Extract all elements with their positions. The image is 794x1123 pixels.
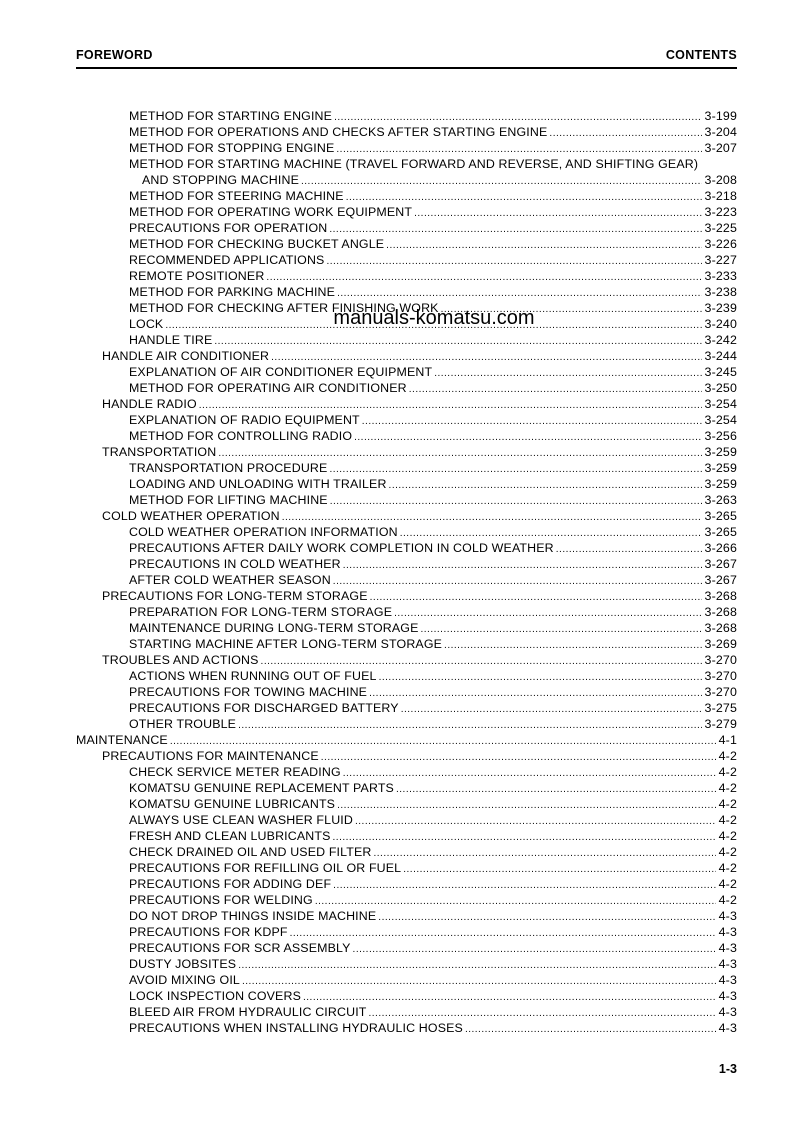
toc-entry-title: PRECAUTIONS FOR TOWING MACHINE: [129, 685, 368, 699]
toc-entry[interactable]: [76, 364, 737, 380]
toc-entry-title: OTHER TROUBLE: [129, 717, 237, 731]
toc-entry-page: 3-259: [704, 445, 737, 459]
toc-entry-page: 3-208: [704, 173, 737, 187]
toc-entry[interactable]: [76, 380, 737, 396]
toc-entry[interactable]: [76, 460, 737, 476]
toc-entry[interactable]: [76, 620, 737, 636]
toc-entry[interactable]: [76, 428, 737, 444]
toc-entry-page: 3-269: [704, 637, 737, 651]
toc-entry[interactable]: [76, 732, 737, 748]
toc-entry[interactable]: [76, 556, 737, 572]
toc-entry-title: PRECAUTIONS FOR KDPF: [129, 925, 288, 939]
toc-entry-page: 4-2: [718, 781, 737, 795]
toc-entry-title: FRESH AND CLEAN LUBRICANTS: [129, 829, 331, 843]
toc-entry[interactable]: [76, 668, 737, 684]
toc-entry[interactable]: [76, 828, 737, 844]
toc-entry-page: 4-3: [718, 925, 737, 939]
toc-entry-page: 3-199: [704, 109, 737, 123]
toc-entry[interactable]: [76, 252, 737, 268]
toc-entry-page: 3-244: [704, 349, 737, 363]
toc-entry-title: METHOD FOR STARTING MACHINE (TRAVEL FORWARD AND REVERSE, AND SHIFTING GEAR): [129, 157, 699, 171]
toc-entry[interactable]: [76, 812, 737, 828]
toc-entry-page: 4-2: [718, 861, 737, 875]
toc-entry-title: MAINTENANCE: [76, 733, 168, 747]
toc-entry-title: PRECAUTIONS FOR MAINTENANCE: [102, 749, 319, 763]
toc-entry-page: 4-2: [718, 877, 737, 891]
toc-entry-page: 3-268: [704, 589, 737, 603]
toc-entry[interactable]: [76, 988, 737, 1004]
toc-entry-title: RECOMMENDED APPLICATIONS: [129, 253, 325, 267]
toc-entry-page: 3-242: [704, 333, 737, 347]
toc-entry-title: METHOD FOR STEERING MACHINE: [129, 189, 344, 203]
toc-entry-title: AND STOPPING MACHINE: [142, 173, 299, 187]
toc-entry-title: REMOTE POSITIONER: [129, 269, 265, 283]
toc-entry[interactable]: [76, 716, 737, 732]
toc-entry-title: PRECAUTIONS FOR DISCHARGED BATTERY: [129, 701, 399, 715]
toc-entry-title: EXPLANATION OF RADIO EQUIPMENT: [129, 413, 360, 427]
toc-entry-page: 3-254: [704, 397, 737, 411]
toc-entry[interactable]: [76, 396, 737, 412]
toc-entry-title: STARTING MACHINE AFTER LONG-TERM STORAGE: [129, 637, 443, 651]
toc-entry[interactable]: [76, 140, 737, 156]
toc-entry-title: TRANSPORTATION PROCEDURE: [129, 461, 328, 475]
toc-entry-title: METHOD FOR OPERATING WORK EQUIPMENT: [129, 205, 413, 219]
toc-entry[interactable]: [76, 108, 737, 124]
toc-entry-title: METHOD FOR STARTING ENGINE: [129, 109, 333, 123]
toc-entry[interactable]: [76, 188, 737, 204]
toc-entry[interactable]: [76, 476, 737, 492]
toc-entry-page: 4-2: [718, 797, 737, 811]
toc-entry[interactable]: [76, 844, 737, 860]
toc-entry[interactable]: [76, 940, 737, 956]
toc-entry[interactable]: [76, 412, 737, 428]
toc-entry-page: 4-3: [718, 909, 737, 923]
toc-entry[interactable]: [76, 444, 737, 460]
toc-entry-title: ALWAYS USE CLEAN WASHER FLUID: [129, 813, 353, 827]
toc-entry-page: 4-3: [718, 957, 737, 971]
page-header: [76, 48, 737, 69]
toc-entry-title: PRECAUTIONS WHEN INSTALLING HYDRAULIC HOSES: [129, 1021, 463, 1035]
toc-entry-page: 3-259: [704, 477, 737, 491]
toc-entry-title: PRECAUTIONS IN COLD WEATHER: [129, 557, 341, 571]
toc-entry-title: DUSTY JOBSITES: [129, 957, 237, 971]
toc-entry-page: 4-2: [718, 765, 737, 779]
toc-entry-title: HANDLE AIR CONDITIONER: [102, 349, 270, 363]
toc-entry-title: PRECAUTIONS AFTER DAILY WORK COMPLETION IN COLD WEATHER: [129, 541, 554, 555]
toc-entry-title: METHOD FOR OPERATIONS AND CHECKS AFTER STARTING ENGINE: [129, 125, 548, 139]
toc-entry[interactable]: [76, 892, 737, 908]
toc-entry-page: 3-254: [704, 413, 737, 427]
toc-entry-title: LOCK INSPECTION COVERS: [129, 989, 301, 1003]
toc-entry-page: 3-223: [704, 205, 737, 219]
toc-entry-page: 3-268: [704, 621, 737, 635]
toc-dot-leader: [465, 1020, 716, 1038]
toc-entry-title: CHECK SERVICE METER READING: [129, 765, 341, 779]
toc-entry-page: 4-3: [718, 1005, 737, 1019]
toc-entry-title: LOADING AND UNLOADING WITH TRAILER: [129, 477, 387, 491]
toc-entry-title: TROUBLES AND ACTIONS: [102, 653, 259, 667]
toc-entry-page: 3-270: [704, 669, 737, 683]
toc-entry-page: 4-2: [718, 813, 737, 827]
toc-entry-title: PRECAUTIONS FOR SCR ASSEMBLY: [129, 941, 351, 955]
toc-entry-page: 3-270: [704, 653, 737, 667]
toc-entry-page: 3-238: [704, 285, 737, 299]
toc-entry-title: DO NOT DROP THINGS INSIDE MACHINE: [129, 909, 377, 923]
toc-entry-page: 3-265: [704, 509, 737, 523]
toc-entry[interactable]: [76, 748, 737, 764]
toc-entry[interactable]: [76, 924, 737, 940]
toc-entry-page: 3-225: [704, 221, 737, 235]
toc-entry-page: 3-226: [704, 237, 737, 251]
toc-entry-title: MAINTENANCE DURING LONG-TERM STORAGE: [129, 621, 419, 635]
toc-entry-page: 3-245: [704, 365, 737, 379]
toc-entry[interactable]: [76, 172, 737, 188]
toc-entry-page: 4-3: [718, 1021, 737, 1035]
toc-entry[interactable]: [76, 156, 737, 172]
toc-entry-title: METHOD FOR CHECKING AFTER FINISHING WORK: [129, 301, 439, 315]
toc-entry[interactable]: [76, 876, 737, 892]
toc-entry[interactable]: [76, 524, 737, 540]
toc-entry-title: AFTER COLD WEATHER SEASON: [129, 573, 331, 587]
toc-entry-page: 4-1: [718, 733, 737, 747]
toc-entry[interactable]: [76, 588, 737, 604]
table-of-contents: [76, 108, 737, 1036]
toc-entry[interactable]: [76, 956, 737, 972]
toc-entry-title: PRECAUTIONS FOR WELDING: [129, 893, 313, 907]
header-section-title: FOREWORD: [76, 48, 153, 62]
toc-entry-page: 3-275: [704, 701, 737, 715]
toc-entry-title: METHOD FOR LIFTING MACHINE: [129, 493, 328, 507]
toc-entry-title: AVOID MIXING OIL: [129, 973, 240, 987]
toc-entry[interactable]: [76, 572, 737, 588]
toc-entry-title: HANDLE RADIO: [102, 397, 197, 411]
toc-entry[interactable]: [76, 284, 737, 300]
toc-entry-page: 3-270: [704, 685, 737, 699]
toc-entry-title: PRECAUTIONS FOR OPERATION: [129, 221, 328, 235]
toc-entry[interactable]: [76, 540, 737, 556]
toc-entry-page: 3-207: [704, 141, 737, 155]
toc-entry-title: TRANSPORTATION: [102, 445, 217, 459]
toc-entry[interactable]: [76, 860, 737, 876]
toc-entry-title: CHECK DRAINED OIL AND USED FILTER: [129, 845, 372, 859]
toc-entry[interactable]: [76, 332, 737, 348]
toc-entry[interactable]: [76, 652, 737, 668]
toc-entry-title: COLD WEATHER OPERATION INFORMATION: [129, 525, 398, 539]
toc-entry[interactable]: [76, 268, 737, 284]
toc-entry[interactable]: [76, 684, 737, 700]
toc-entry[interactable]: [76, 780, 737, 796]
toc-entry[interactable]: [76, 220, 737, 236]
toc-entry-title: METHOD FOR OPERATING AIR CONDITIONER: [129, 381, 407, 395]
toc-entry-page: 4-2: [718, 845, 737, 859]
toc-entry[interactable]: [76, 636, 737, 652]
toc-entry[interactable]: [76, 124, 737, 140]
toc-entry-page: 3-265: [704, 525, 737, 539]
toc-entry[interactable]: [76, 764, 737, 780]
toc-entry-page: 3-263: [704, 493, 737, 507]
toc-entry-title: COLD WEATHER OPERATION: [102, 509, 280, 523]
toc-entry[interactable]: [76, 908, 737, 924]
toc-entry-title: PREPARATION FOR LONG-TERM STORAGE: [129, 605, 393, 619]
toc-entry-page: 3-256: [704, 429, 737, 443]
toc-entry-page: 3-268: [704, 605, 737, 619]
watermark: manuals-komatsu.com: [333, 307, 535, 329]
toc-entry-title: METHOD FOR STOPPING ENGINE: [129, 141, 335, 155]
toc-entry-page: 4-3: [718, 989, 737, 1003]
toc-entry-page: 4-3: [718, 973, 737, 987]
toc-entry-title: KOMATSU GENUINE REPLACEMENT PARTS: [129, 781, 394, 795]
toc-entry[interactable]: [76, 236, 737, 252]
toc-entry-title: KOMATSU GENUINE LUBRICANTS: [129, 797, 336, 811]
toc-entry-page: 3-267: [704, 557, 737, 571]
toc-entry[interactable]: [76, 508, 737, 524]
page-number: 1-3: [718, 1062, 737, 1076]
toc-entry[interactable]: [76, 796, 737, 812]
toc-entry[interactable]: [76, 1004, 737, 1020]
toc-entry-page: 3-204: [704, 125, 737, 139]
toc-entry-page: 3-227: [704, 253, 737, 267]
header-contents-label: CONTENTS: [665, 48, 737, 62]
toc-entry-title: ACTIONS WHEN RUNNING OUT OF FUEL: [129, 669, 377, 683]
toc-entry-page: 3-218: [704, 189, 737, 203]
toc-entry-title: METHOD FOR CONTROLLING RADIO: [129, 429, 353, 443]
toc-entry-page: 4-2: [718, 829, 737, 843]
toc-entry-page: 3-250: [704, 381, 737, 395]
toc-entry-title: BLEED AIR FROM HYDRAULIC CIRCUIT: [129, 1005, 367, 1019]
toc-entry-page: 3-266: [704, 541, 737, 555]
toc-entry-page: 3-267: [704, 573, 737, 587]
toc-entry-page: 4-2: [718, 893, 737, 907]
toc-entry-title: PRECAUTIONS FOR REFILLING OIL OR FUEL: [129, 861, 402, 875]
toc-entry-title: METHOD FOR CHECKING BUCKET ANGLE: [129, 237, 385, 251]
toc-entry-page: 4-2: [718, 749, 737, 763]
toc-entry-title: PRECAUTIONS FOR LONG-TERM STORAGE: [102, 589, 368, 603]
toc-entry-title: LOCK: [129, 317, 164, 331]
toc-entry-title: PRECAUTIONS FOR ADDING DEF: [129, 877, 332, 891]
toc-entry[interactable]: [76, 492, 737, 508]
toc-entry[interactable]: [76, 348, 737, 364]
toc-entry[interactable]: [76, 972, 737, 988]
toc-entry-title: EXPLANATION OF AIR CONDITIONER EQUIPMENT: [129, 365, 433, 379]
toc-entry-title: HANDLE TIRE: [129, 333, 213, 347]
toc-entry-page: 3-239: [704, 301, 737, 315]
toc-entry-title: METHOD FOR PARKING MACHINE: [129, 285, 336, 299]
toc-entry-page: 3-279: [704, 717, 737, 731]
toc-entry[interactable]: [76, 604, 737, 620]
toc-entry-page: 4-3: [718, 941, 737, 955]
toc-entry[interactable]: [76, 204, 737, 220]
toc-entry[interactable]: [76, 700, 737, 716]
toc-entry-page: 3-259: [704, 461, 737, 475]
toc-entry-page: 3-233: [704, 269, 737, 283]
toc-entry[interactable]: [76, 1020, 737, 1036]
toc-entry-page: 3-240: [704, 317, 737, 331]
